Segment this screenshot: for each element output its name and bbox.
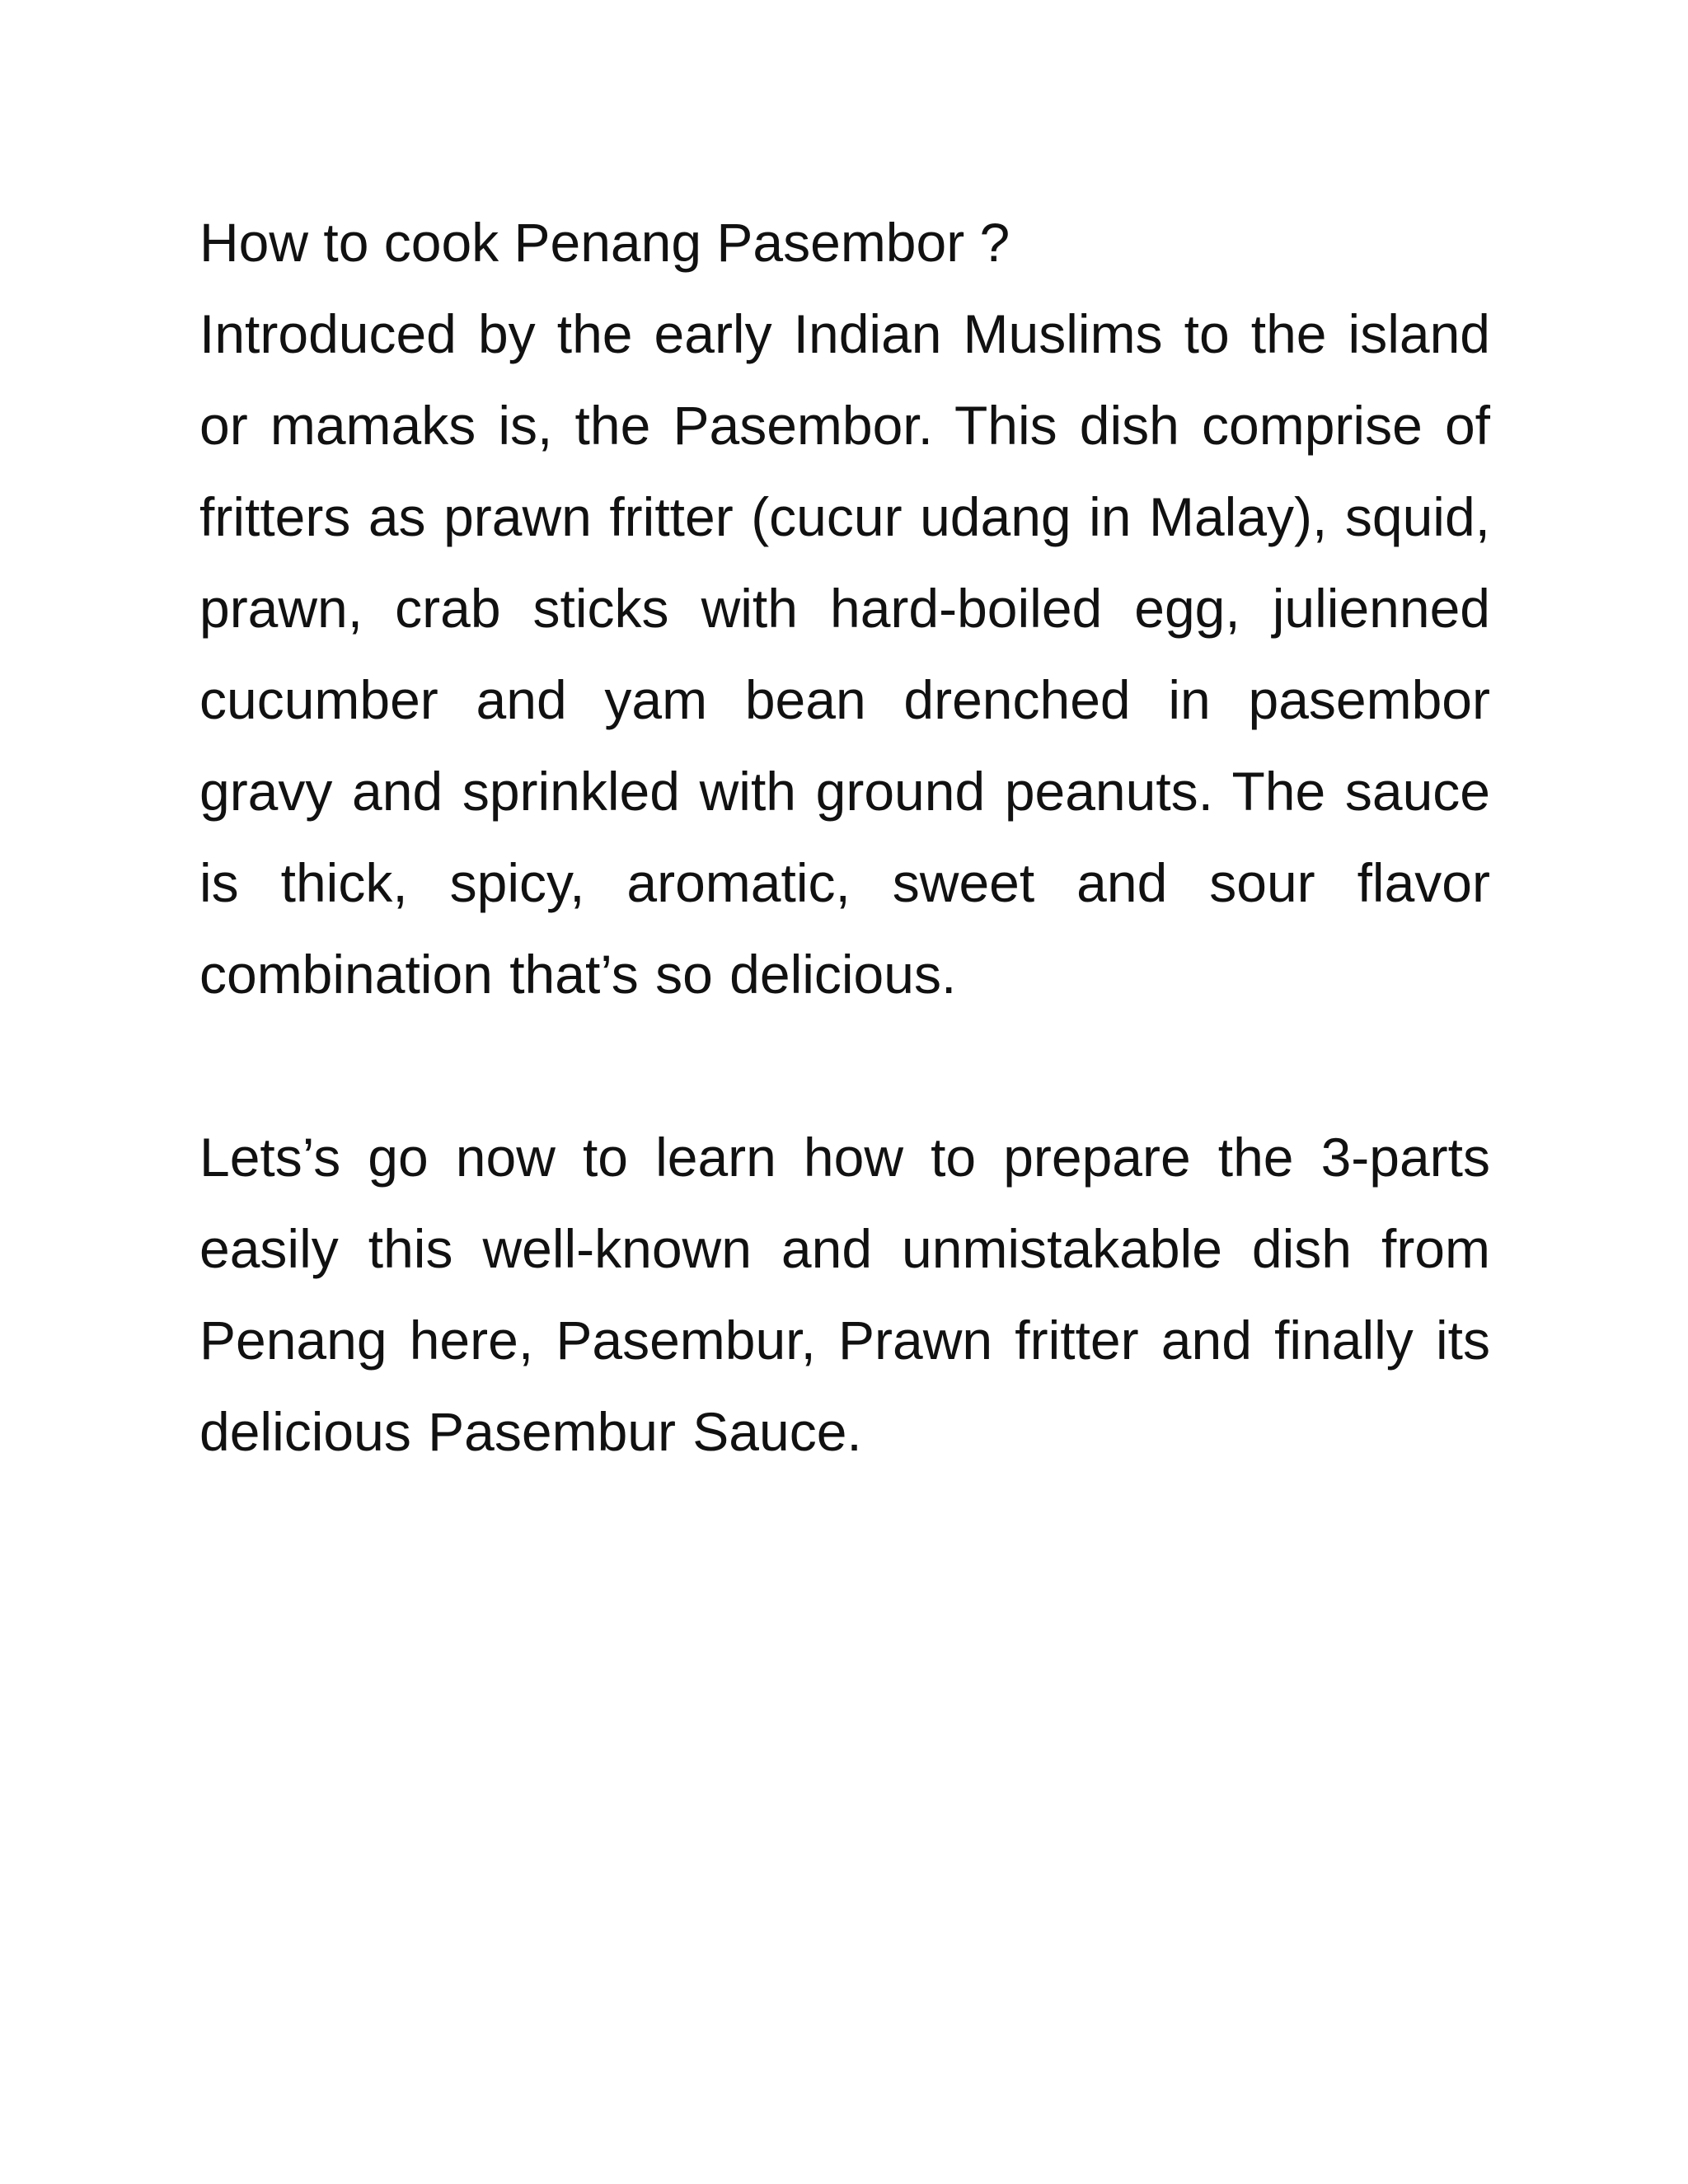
intro-paragraph: Introduced by the early Indian Muslims to the island or mamaks is, the Pasembor. This dish comprise of fritters as prawn fritter (cucur udang in Malay), squid, prawn, crab sticks with hard-boiled egg, julienned cucumber and yam bean drenched in pasembor gravy and sprinkled with ground peanuts. The sauce is thick, spicy, aromatic, sweet and sour flavor combination that’s so delicious. — [199, 303, 1490, 1005]
document-body — [199, 199, 1490, 1478]
closing-paragraph: Lets’s go now to learn how to prepare the 3-parts easily this well-known and unmistakable dish from Penang here, Pasembur, Prawn fritter and finally its delicious Pasembur Sauce. — [199, 1127, 1490, 1462]
document-title: How to cook Penang Pasembor ? — [199, 212, 1010, 273]
